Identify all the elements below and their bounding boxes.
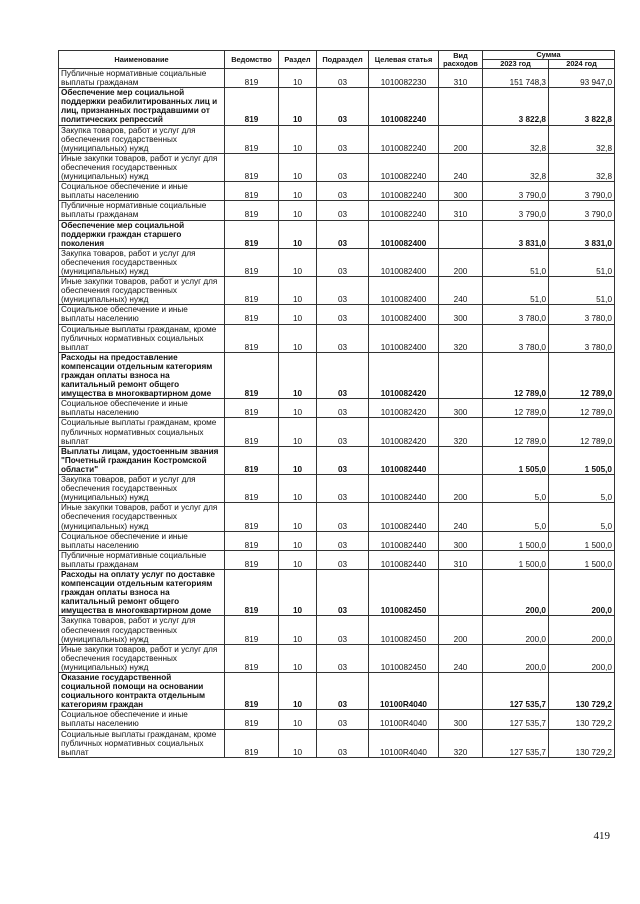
row-dept: 819 [225, 182, 279, 201]
row-sum-2023: 127 535,7 [483, 673, 549, 710]
row-sum-2023: 3 780,0 [483, 324, 549, 352]
row-article: 1010082230 [369, 69, 439, 88]
row-subsection: 03 [317, 503, 369, 531]
row-expense-type [439, 446, 483, 474]
row-sum-2024: 32,8 [549, 153, 615, 181]
row-article: 1010082450 [369, 569, 439, 615]
row-name: Социальное обеспечение и иные выплаты населению [59, 305, 225, 324]
row-dept: 819 [225, 352, 279, 398]
row-dept: 819 [225, 569, 279, 615]
row-sum-2024: 130 729,2 [549, 673, 615, 710]
row-article: 1010082450 [369, 644, 439, 672]
header-sum: Сумма [483, 51, 615, 60]
header-name: Наименование [59, 51, 225, 69]
row-article: 1010082400 [369, 248, 439, 276]
row-section: 10 [279, 88, 317, 125]
row-sum-2023: 127 535,7 [483, 729, 549, 757]
table-row [59, 475, 615, 503]
row-article: 1010082240 [369, 125, 439, 153]
row-sum-2024: 5,0 [549, 503, 615, 531]
table-row [59, 352, 615, 398]
row-section: 10 [279, 182, 317, 201]
row-expense-type: 300 [439, 710, 483, 729]
row-article: 1010082440 [369, 550, 439, 569]
row-article: 1010082240 [369, 88, 439, 125]
row-subsection: 03 [317, 88, 369, 125]
row-name: Социальные выплаты гражданам, кроме публичных нормативных социальных выплат [59, 418, 225, 446]
row-dept: 819 [225, 277, 279, 305]
row-section: 10 [279, 277, 317, 305]
row-expense-type: 300 [439, 531, 483, 550]
row-name: Публичные нормативные социальные выплаты гражданам [59, 69, 225, 88]
table-row [59, 220, 615, 248]
row-section: 10 [279, 531, 317, 550]
row-name: Закупка товаров, работ и услуг для обеспечения государственных (муниципальных) нужд [59, 248, 225, 276]
row-article: 1010082240 [369, 153, 439, 181]
row-sum-2023: 1 500,0 [483, 550, 549, 569]
row-name: Социальное обеспечение и иные выплаты населению [59, 531, 225, 550]
row-sum-2023: 151 748,3 [483, 69, 549, 88]
row-dept: 819 [225, 201, 279, 220]
row-expense-type: 200 [439, 248, 483, 276]
row-sum-2023: 51,0 [483, 277, 549, 305]
table-row [59, 88, 615, 125]
row-subsection: 03 [317, 201, 369, 220]
table-row [59, 153, 615, 181]
row-name: Социальные выплаты гражданам, кроме публичных нормативных социальных выплат [59, 729, 225, 757]
row-section: 10 [279, 352, 317, 398]
row-sum-2023: 3 790,0 [483, 182, 549, 201]
table-row [59, 729, 615, 757]
row-expense-type: 300 [439, 182, 483, 201]
row-article: 1010082240 [369, 201, 439, 220]
row-expense-type: 310 [439, 550, 483, 569]
row-sum-2024: 200,0 [549, 569, 615, 615]
row-sum-2023: 12 789,0 [483, 418, 549, 446]
row-dept: 819 [225, 153, 279, 181]
row-subsection: 03 [317, 644, 369, 672]
row-sum-2023: 32,8 [483, 125, 549, 153]
row-subsection: 03 [317, 125, 369, 153]
row-expense-type: 240 [439, 644, 483, 672]
row-dept: 819 [225, 220, 279, 248]
row-section: 10 [279, 644, 317, 672]
row-sum-2024: 200,0 [549, 616, 615, 644]
row-section: 10 [279, 305, 317, 324]
row-subsection: 03 [317, 616, 369, 644]
table-row [59, 550, 615, 569]
row-dept: 819 [225, 248, 279, 276]
table-row [59, 399, 615, 418]
row-article: 10100R4040 [369, 673, 439, 710]
row-section: 10 [279, 248, 317, 276]
table-row [59, 503, 615, 531]
row-subsection: 03 [317, 673, 369, 710]
row-sum-2023: 200,0 [483, 616, 549, 644]
row-dept: 819 [225, 418, 279, 446]
row-sum-2023: 3 831,0 [483, 220, 549, 248]
row-sum-2023: 200,0 [483, 569, 549, 615]
row-expense-type: 200 [439, 475, 483, 503]
row-section: 10 [279, 220, 317, 248]
table-row [59, 446, 615, 474]
row-dept: 819 [225, 673, 279, 710]
header-dept: Ведомство [225, 51, 279, 69]
row-subsection: 03 [317, 399, 369, 418]
row-sum-2024: 3 780,0 [549, 324, 615, 352]
row-name: Социальное обеспечение и иные выплаты населению [59, 710, 225, 729]
table-row [59, 324, 615, 352]
row-sum-2024: 1 505,0 [549, 446, 615, 474]
row-name: Публичные нормативные социальные выплаты гражданам [59, 201, 225, 220]
table-row [59, 305, 615, 324]
row-sum-2024: 3 780,0 [549, 305, 615, 324]
row-sum-2023: 5,0 [483, 475, 549, 503]
row-name: Публичные нормативные социальные выплаты гражданам [59, 550, 225, 569]
row-article: 1010082440 [369, 475, 439, 503]
table-row [59, 710, 615, 729]
row-expense-type: 200 [439, 616, 483, 644]
row-subsection: 03 [317, 710, 369, 729]
row-article: 1010082420 [369, 352, 439, 398]
row-sum-2024: 5,0 [549, 475, 615, 503]
row-sum-2024: 12 789,0 [549, 352, 615, 398]
row-dept: 819 [225, 503, 279, 531]
table-row [59, 248, 615, 276]
table-row [59, 201, 615, 220]
row-subsection: 03 [317, 248, 369, 276]
row-sum-2024: 93 947,0 [549, 69, 615, 88]
row-section: 10 [279, 153, 317, 181]
row-article: 1010082440 [369, 531, 439, 550]
row-expense-type: 320 [439, 324, 483, 352]
row-sum-2024: 1 500,0 [549, 550, 615, 569]
row-section: 10 [279, 503, 317, 531]
row-sum-2024: 32,8 [549, 125, 615, 153]
row-expense-type [439, 220, 483, 248]
row-name: Социальное обеспечение и иные выплаты населению [59, 182, 225, 201]
row-sum-2024: 12 789,0 [549, 399, 615, 418]
header-article: Целевая статья [369, 51, 439, 69]
row-article: 10100R4040 [369, 710, 439, 729]
row-expense-type [439, 569, 483, 615]
row-subsection: 03 [317, 729, 369, 757]
row-sum-2023: 51,0 [483, 248, 549, 276]
table-row [59, 616, 615, 644]
row-article: 1010082440 [369, 446, 439, 474]
row-subsection: 03 [317, 418, 369, 446]
row-expense-type [439, 352, 483, 398]
row-name: Закупка товаров, работ и услуг для обеспечения государственных (муниципальных) нужд [59, 475, 225, 503]
row-article: 1010082450 [369, 616, 439, 644]
row-dept: 819 [225, 88, 279, 125]
row-dept: 819 [225, 475, 279, 503]
row-sum-2024: 130 729,2 [549, 710, 615, 729]
row-name: Обеспечение мер социальной поддержки граждан старшего поколения [59, 220, 225, 248]
row-name: Иные закупки товаров, работ и услуг для обеспечения государственных (муниципальных) нужд [59, 503, 225, 531]
row-name: Расходы на оплату услуг по доставке компенсации отдельным категориям граждан оплаты взноса на капитальный ремонт общего имущества в многоквартирном доме [59, 569, 225, 615]
table-row [59, 569, 615, 615]
row-subsection: 03 [317, 352, 369, 398]
row-name: Закупка товаров, работ и услуг для обеспечения государственных (муниципальных) нужд [59, 616, 225, 644]
row-article: 1010082400 [369, 324, 439, 352]
row-expense-type: 310 [439, 69, 483, 88]
row-sum-2024: 3 831,0 [549, 220, 615, 248]
row-section: 10 [279, 673, 317, 710]
row-name: Социальные выплаты гражданам, кроме публичных нормативных социальных выплат [59, 324, 225, 352]
row-sum-2024: 12 789,0 [549, 418, 615, 446]
table-row [59, 418, 615, 446]
row-expense-type [439, 88, 483, 125]
row-subsection: 03 [317, 550, 369, 569]
row-expense-type [439, 673, 483, 710]
row-sum-2023: 200,0 [483, 644, 549, 672]
row-subsection: 03 [317, 182, 369, 201]
header-row-top [59, 51, 615, 60]
row-sum-2023: 127 535,7 [483, 710, 549, 729]
table-row [59, 182, 615, 201]
row-name: Выплаты лицам, удостоенным звания "Почетный гражданин Костромской области" [59, 446, 225, 474]
row-name: Обеспечение мер социальной поддержки реабилитированных лиц и лиц, признанных пострадавшими от политических репрессий [59, 88, 225, 125]
row-sum-2023: 3 822,8 [483, 88, 549, 125]
budget-table [58, 50, 615, 758]
row-section: 10 [279, 418, 317, 446]
row-dept: 819 [225, 644, 279, 672]
row-section: 10 [279, 125, 317, 153]
row-subsection: 03 [317, 569, 369, 615]
row-subsection: 03 [317, 324, 369, 352]
row-section: 10 [279, 399, 317, 418]
row-dept: 819 [225, 446, 279, 474]
row-section: 10 [279, 446, 317, 474]
row-article: 1010082440 [369, 503, 439, 531]
row-article: 10100R4040 [369, 729, 439, 757]
row-dept: 819 [225, 531, 279, 550]
row-section: 10 [279, 729, 317, 757]
row-name: Социальное обеспечение и иные выплаты населению [59, 399, 225, 418]
table-row [59, 531, 615, 550]
row-sum-2023: 12 789,0 [483, 352, 549, 398]
row-section: 10 [279, 475, 317, 503]
row-expense-type: 310 [439, 201, 483, 220]
row-section: 10 [279, 201, 317, 220]
row-sum-2024: 3 790,0 [549, 182, 615, 201]
row-dept: 819 [225, 305, 279, 324]
header-subsection: Подраздел [317, 51, 369, 69]
header-2023: 2023 год [483, 60, 549, 69]
row-name: Иные закупки товаров, работ и услуг для обеспечения государственных (муниципальных) нужд [59, 277, 225, 305]
page-number: 419 [593, 830, 610, 842]
table-row [59, 644, 615, 672]
row-article: 1010082400 [369, 305, 439, 324]
row-dept: 819 [225, 125, 279, 153]
row-subsection: 03 [317, 475, 369, 503]
row-expense-type: 320 [439, 729, 483, 757]
row-name: Иные закупки товаров, работ и услуг для обеспечения государственных (муниципальных) нужд [59, 153, 225, 181]
row-sum-2023: 12 789,0 [483, 399, 549, 418]
row-article: 1010082240 [369, 182, 439, 201]
row-article: 1010082400 [369, 220, 439, 248]
row-name: Оказание государственной социальной помощи на основании социального контракта отдельным категориям граждан [59, 673, 225, 710]
row-expense-type: 240 [439, 153, 483, 181]
row-subsection: 03 [317, 153, 369, 181]
row-dept: 819 [225, 324, 279, 352]
table-row [59, 125, 615, 153]
row-sum-2023: 3 780,0 [483, 305, 549, 324]
row-article: 1010082420 [369, 399, 439, 418]
row-section: 10 [279, 69, 317, 88]
row-name: Закупка товаров, работ и услуг для обеспечения государственных (муниципальных) нужд [59, 125, 225, 153]
header-2024: 2024 год [549, 60, 615, 69]
row-subsection: 03 [317, 446, 369, 474]
row-expense-type: 240 [439, 503, 483, 531]
row-subsection: 03 [317, 305, 369, 324]
row-section: 10 [279, 550, 317, 569]
row-dept: 819 [225, 729, 279, 757]
row-dept: 819 [225, 69, 279, 88]
row-section: 10 [279, 710, 317, 729]
row-dept: 819 [225, 550, 279, 569]
row-section: 10 [279, 569, 317, 615]
row-sum-2023: 1 500,0 [483, 531, 549, 550]
row-sum-2024: 51,0 [549, 277, 615, 305]
row-expense-type: 240 [439, 277, 483, 305]
table-row [59, 69, 615, 88]
row-subsection: 03 [317, 531, 369, 550]
table-body [59, 69, 615, 758]
row-dept: 819 [225, 710, 279, 729]
header-expense-type: Вид расходов [439, 51, 483, 69]
row-expense-type: 320 [439, 418, 483, 446]
row-sum-2023: 3 790,0 [483, 201, 549, 220]
row-sum-2024: 3 790,0 [549, 201, 615, 220]
row-sum-2024: 130 729,2 [549, 729, 615, 757]
row-article: 1010082420 [369, 418, 439, 446]
row-name: Иные закупки товаров, работ и услуг для обеспечения государственных (муниципальных) нужд [59, 644, 225, 672]
row-name: Расходы на предоставление компенсации отдельным категориям граждан оплаты взноса на капитальный ремонт общего имущества в многоквартирном доме [59, 352, 225, 398]
row-dept: 819 [225, 616, 279, 644]
row-section: 10 [279, 324, 317, 352]
row-sum-2023: 32,8 [483, 153, 549, 181]
row-section: 10 [279, 616, 317, 644]
row-article: 1010082400 [369, 277, 439, 305]
table-row [59, 277, 615, 305]
row-sum-2024: 3 822,8 [549, 88, 615, 125]
row-sum-2023: 1 505,0 [483, 446, 549, 474]
row-expense-type: 300 [439, 399, 483, 418]
row-sum-2023: 5,0 [483, 503, 549, 531]
row-expense-type: 200 [439, 125, 483, 153]
table-row [59, 673, 615, 710]
row-expense-type: 300 [439, 305, 483, 324]
row-dept: 819 [225, 399, 279, 418]
row-subsection: 03 [317, 277, 369, 305]
row-sum-2024: 51,0 [549, 248, 615, 276]
row-sum-2024: 200,0 [549, 644, 615, 672]
header-section: Раздел [279, 51, 317, 69]
row-subsection: 03 [317, 69, 369, 88]
row-subsection: 03 [317, 220, 369, 248]
row-sum-2024: 1 500,0 [549, 531, 615, 550]
